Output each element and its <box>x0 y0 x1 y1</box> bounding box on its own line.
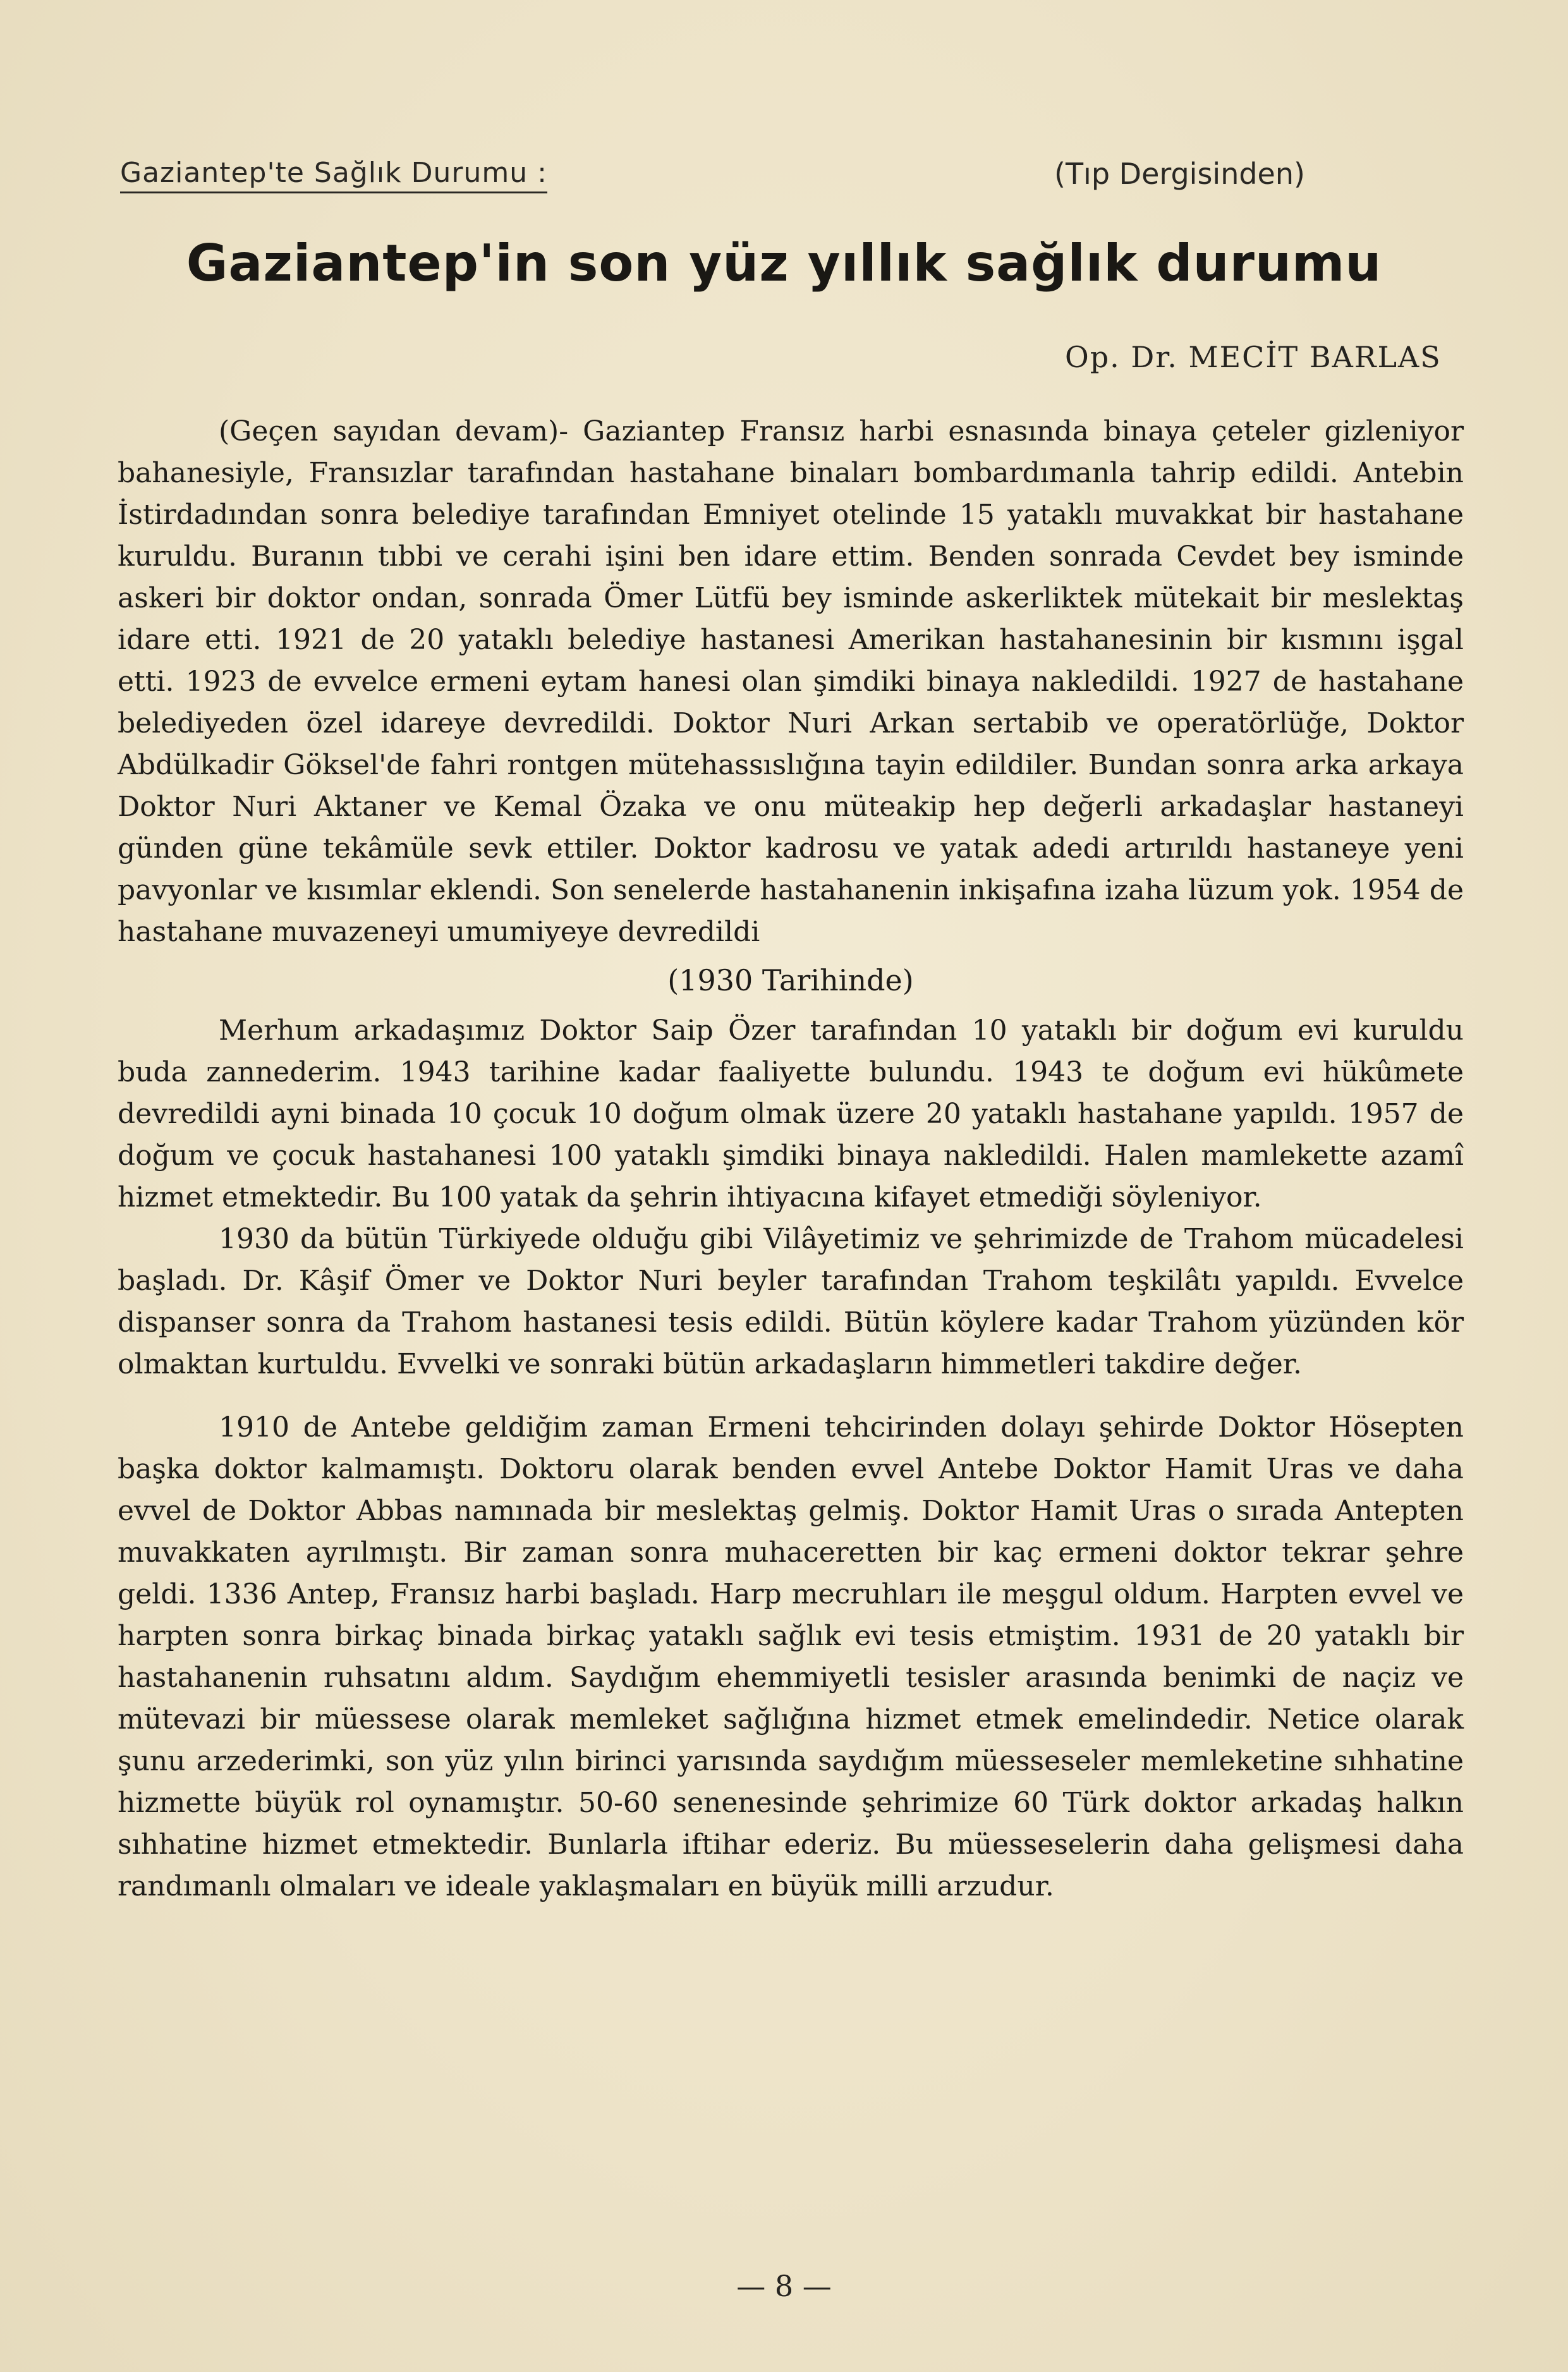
paragraph-1: (Geçen sayıdan devam)- Gaziantep Fransız harbi esnasında binaya çeteler gizleniyor bahanesiyle, Fransızlar tarafından hastahane binaları bombardımanla tahrip edildi. Antebin İstirdadından sonra belediye tarafından Emniyet otelinde 15 yataklı muvakkat bir hastahane kuruldu. Buranın tıbbi ve cerahi işini ben idare ettim. Benden sonrada Cevdet bey isminde askeri bir doktor ondan, sonrada Ömer Lütfü bey isminde askerliktek mütekait bir meslektaş idare etti. 1921 de 20 yataklı belediye hastanesi Amerikan hastahanesinin bir kısmını işgal etti. 1923 de evvelce ermeni eytam hanesi olan şimdiki binaya nakledildi. 1927 de hastahane belediyeden özel idareye devredildi. Doktor Nuri Arkan sertabib ve operatörlüğe, Doktor Abdülkadir Göksel'de fahri rontgen mütehassıslığına tayin edildiler. Bundan sonra arka arkaya Doktor Nuri Aktaner ve Kemal Özaka ve onu müteakip hep değerli arkadaşlar hastaneyi günden güne tekâmüle sevk ettiler. Doktor kadrosu ve yatak adedi artırıldı hastaneye yeni pavyonlar ve kısımlar eklendi. Son senelerde hastahanenin inkişafına izaha lüzum yok. 1954 de hastahane muvazeneyi umumiyeye devredildi <box>118 415 1464 948</box>
page-number: — 8 — <box>736 2269 832 2303</box>
running-header-left: Gaziantep'te Sağlık Durumu : <box>120 157 547 193</box>
paragraph-gap <box>118 1385 1464 1407</box>
article-author: Op. Dr. MECİT BARLAS <box>1065 340 1442 374</box>
paragraph-2: Merhum arkadaşımız Doktor Saip Özer tarafından 10 yataklı bir doğum evi kuruldu buda zannederim. 1943 tarihine kadar faaliyette bulundu. 1943 te doğum evi hükûmete devredildi ayni binada 10 çocuk 10 doğum olmak üzere 20 yataklı hastahane yapıldı. 1957 de doğum ve çocuk hastahanesi 100 yataklı şimdiki binaya nakledildi. Halen mamlekette azamî hizmet etmektedir. Bu 100 yatak da şehrin ihtiyacına kifayet etmediği söyleniyor. <box>118 1014 1464 1213</box>
paragraph-4: 1910 de Antebe geldiğim zaman Ermeni tehcirinden dolayı şehirde Doktor Hösepten başka doktor kalmamıştı. Doktoru olarak benden evvel Antebe Doktor Hamit Uras ve daha evvel de Doktor Abbas namınada bir meslektaş gelmiş. Doktor Hamit Uras o sırada Antepten muvakkaten ayrılmıştı. Bir zaman sonra muhaceretten bir kaç ermeni doktor tekrar şehre geldi. 1336 Antep, Fransız harbi başladı. Harp mecruhları ile meşgul oldum. Harpten evvel ve harpten sonra birkaç binada birkaç yataklı sağlık evi tesis etmiştim. 1931 de 20 yataklı bir hastahanenin ruhsatını aldım. Saydığım ehemmiyetli tesisler arasında benimki de naçiz ve mütevazi bir müessese olarak memleket sağlığına hizmet etmek emelindedir. Netice olarak şunu arzederimki, son yüz yılın birinci yarısında saydığım müesseseler memleketine sıhhatine hizmette büyük rol oynamıştır. 50-60 senenesinde şehrimize 60 Türk doktor arkadaş halkın sıhhatine hizmet etmektedir. Bunlarla iftihar ederiz. Bu müesseselerin daha gelişmesi daha randımanlı olmaları ve ideale yaklaşmaları en büyük milli arzudur. <box>118 1411 1464 1902</box>
section-subheading: (1930 Tarihinde) <box>667 963 914 997</box>
running-header-right: (Tıp Dergisinden) <box>1054 157 1305 191</box>
paragraph-3: 1930 da bütün Türkiyede olduğu gibi Vilâyetimiz ve şehrimizde de Trahom mücadelesi başladı. Dr. Kâşif Ömer ve Doktor Nuri beyler tarafından Trahom teşkilâtı yapıldı. Evvelce dispanser sonra da Trahom hastanesi tesis edildi. Bütün köylere kadar Trahom yüzünden kör olmaktan kurtuldu. Evvelki ve sonraki bütün arkadaşların himmetleri takdire değer. <box>118 1223 1464 1380</box>
article-body <box>118 411 1464 1907</box>
article-title: Gaziantep'in son yüz yıllık sağlık durumu <box>186 234 1382 293</box>
